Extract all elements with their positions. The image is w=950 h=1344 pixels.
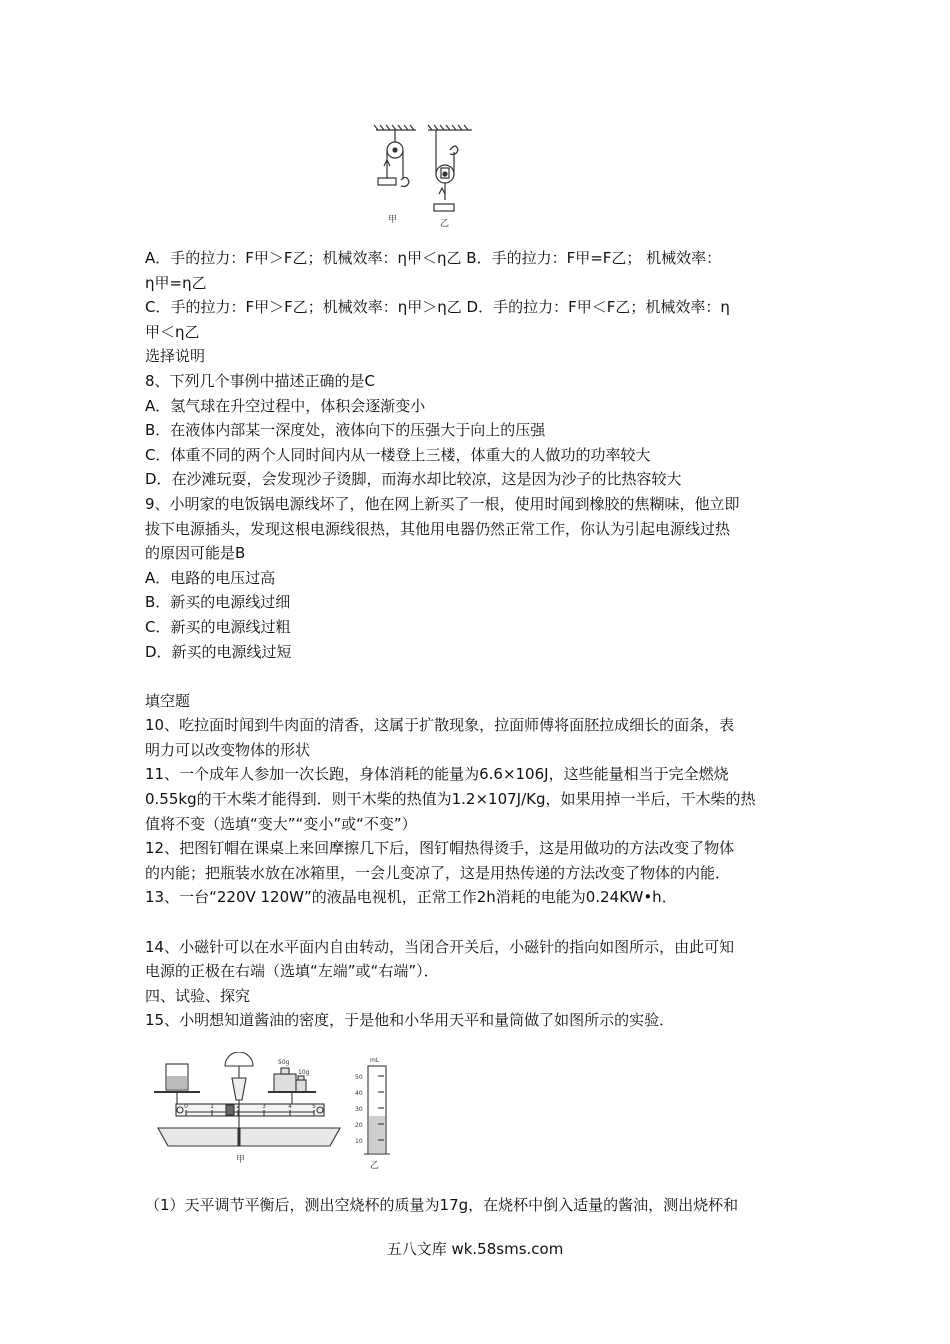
text-line: η甲=η乙 xyxy=(145,273,207,292)
text-line: 拔下电源插头，发现这根电源线很热，其他用电器仍然正常工作，你认为引起电源线过热 xyxy=(145,519,731,538)
pulley-label-right: 乙 xyxy=(440,219,450,229)
weight-label: 50g xyxy=(278,1059,290,1066)
scale-tick: 5 xyxy=(312,1103,316,1110)
blank-line xyxy=(145,910,807,935)
document-body xyxy=(145,246,807,1033)
text-line: D．新买的电源线过短 xyxy=(145,642,292,661)
text-line: C．体重不同的两个人同时间内从一楼登上三楼，体重大的人做功的功率较大 xyxy=(145,445,651,464)
scale-tick: 1 xyxy=(210,1103,214,1110)
pulley-label-left: 甲 xyxy=(388,215,398,225)
text-line: D．在沙滩玩耍，会发现沙子烫脚，而海水却比较凉，这是因为沙子的比热容较大 xyxy=(145,470,682,489)
text-line: 填空题 xyxy=(145,691,191,710)
text-line: 值将不变（选填“变大”“变小”或“不变”） xyxy=(145,814,417,833)
text-line: 12、把图钉帽在课桌上来回摩擦几下后，图钉帽热得烫手，这是用做功的方法改变了物体 xyxy=(145,839,735,858)
balance-label-right: 乙 xyxy=(370,1161,380,1171)
text-line: 甲＜η乙 xyxy=(145,322,200,341)
text-line: 四、试验、探究 xyxy=(145,986,251,1005)
text-line: 的原因可能是B xyxy=(145,544,246,563)
text-line: （1）天平调节平衡后，测出空烧杯的质量为17g，在烧杯中倒入适量的酱油，测出烧杯和 xyxy=(145,1196,739,1214)
weight-label: 10g xyxy=(298,1069,310,1076)
text-line: A．手的拉力：F甲＞F乙；机械效率：η甲＜η乙 B．手的拉力：F甲=F乙； 机械效率： xyxy=(145,249,722,267)
text-line: A．电路的电压过高 xyxy=(145,568,276,587)
text-line: B．新买的电源线过细 xyxy=(145,593,291,612)
text-line: 明力可以改变物体的形状 xyxy=(145,740,311,759)
text-line: 电源的正极在右端（选填“左端”或“右端”）． xyxy=(145,962,439,981)
cylinder-tick: 50 xyxy=(355,1074,363,1081)
text-line: 13、一台“220V 120W”的液晶电视机，正常工作2h消耗的电能为0.24KW•h． xyxy=(145,888,677,907)
text-line: 8、下列几个事例中描述正确的是C xyxy=(145,371,376,390)
text-line: 选择说明 xyxy=(145,347,206,366)
cylinder-tick: 20 xyxy=(355,1122,363,1129)
text-line: 10、吃拉面时闻到牛肉面的清香，这属于扩散现象，拉面师傅将面胚拉成细长的面条，表 xyxy=(145,716,735,735)
pulley-figure xyxy=(370,122,480,230)
text-line: C．新买的电源线过粗 xyxy=(145,617,291,636)
cylinder-unit: mL xyxy=(370,1057,380,1064)
text-line: B．在液体内部某一深度处，液体向下的压强大于向上的压强 xyxy=(145,421,546,440)
text-line: A．氢气球在升空过程中，体积会逐渐变小 xyxy=(145,396,426,415)
footer-watermark: 五八文库 wk.58sms.com xyxy=(386,1240,564,1258)
text-line: C．手的拉力：F甲＞F乙；机械效率：η甲＞η乙 D．手的拉力：F甲＜F乙；机械效率：η xyxy=(145,298,730,317)
text-line: 的内能；把瓶装水放在冰箱里，一会儿变凉了，这是用热传递的方法改变了物体的内能． xyxy=(145,863,731,882)
balance-label-left: 甲 xyxy=(236,1155,246,1165)
text-line: 15、小明想知道酱油的密度，于是他和小华用天平和量筒做了如图所示的实验． xyxy=(145,1011,675,1030)
cylinder-tick: 30 xyxy=(355,1106,363,1113)
text-line: 14、小磁针可以在水平面内自由转动，当闭合开关后，小磁针的指向如图所示，由此可知 xyxy=(145,937,735,956)
scale-tick: 2 xyxy=(236,1103,240,1110)
scale-tick: 3 xyxy=(262,1103,266,1110)
text-line: 0.55kg的干木柴才能得到．则干木柴的热值为1.2×107J/Kg，如果用掉一半后，干木柴的热 xyxy=(145,790,756,809)
text-line: 11、一个成年人参加一次长跑，身体消耗的能量为6.6×106J，这些能量相当于完全燃烧 xyxy=(145,765,729,784)
cylinder-tick: 10 xyxy=(355,1138,363,1145)
cylinder-tick: 40 xyxy=(355,1090,363,1097)
text-line: 9、小明家的电饭锅电源线坏了，他在网上新买了一根，使用时闻到橡胶的焦糊味，他立即 xyxy=(145,494,740,513)
balance-figure xyxy=(150,1052,400,1172)
scale-tick: 4 xyxy=(288,1103,292,1110)
blank-line xyxy=(145,664,807,689)
scale-tick: 0 xyxy=(184,1103,188,1110)
